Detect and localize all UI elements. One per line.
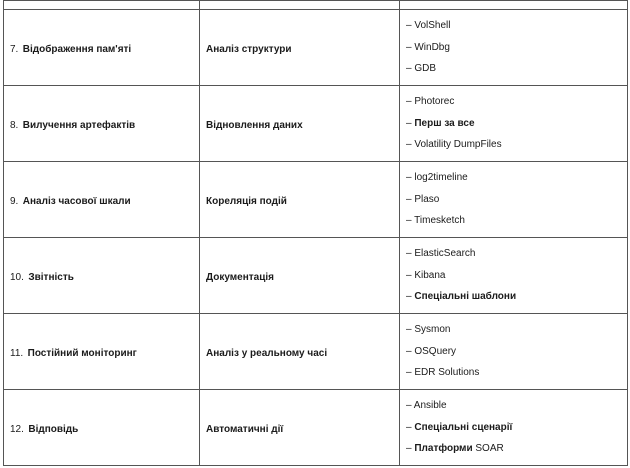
dash-bullet: – bbox=[406, 367, 412, 379]
tools-cell bbox=[400, 162, 628, 238]
tool-name: Спеціальні сценарії bbox=[414, 421, 513, 433]
dash-bullet: – bbox=[406, 345, 412, 357]
tool-name: Перш за все bbox=[414, 117, 475, 129]
stage-cell bbox=[4, 390, 200, 466]
dash-bullet: – bbox=[406, 117, 412, 129]
dash-bullet: – bbox=[406, 421, 412, 433]
stage-cell bbox=[4, 10, 200, 86]
purpose-cell bbox=[200, 238, 400, 314]
table-row-partial bbox=[4, 1, 628, 10]
table-cell-empty bbox=[4, 1, 200, 10]
tool-name: Timesketch bbox=[414, 215, 465, 227]
table-row bbox=[4, 86, 628, 162]
purpose-cell bbox=[200, 86, 400, 162]
tool-item bbox=[406, 417, 627, 439]
tool-item bbox=[406, 91, 627, 113]
tool-item bbox=[406, 362, 627, 384]
purpose-cell bbox=[200, 390, 400, 466]
tool-item bbox=[406, 113, 627, 135]
stage-number: 9. bbox=[10, 195, 19, 207]
tools-cell bbox=[400, 238, 628, 314]
tools-table bbox=[3, 0, 628, 466]
purpose-text: Аналіз структури bbox=[206, 43, 292, 55]
stage-cell bbox=[4, 162, 200, 238]
tool-item bbox=[406, 286, 627, 308]
purpose-text: Аналіз у реальному часі bbox=[206, 347, 328, 359]
tool-name: Plaso bbox=[414, 193, 440, 205]
stage-cell bbox=[4, 86, 200, 162]
stage-name: Відповідь bbox=[28, 423, 79, 435]
tool-name: WinDbg bbox=[414, 41, 450, 53]
tool-name: EDR Solutions bbox=[414, 367, 480, 379]
stage-name: Відображення пам'яті bbox=[22, 43, 132, 55]
tool-item bbox=[406, 189, 627, 211]
purpose-cell bbox=[200, 314, 400, 390]
dash-bullet: – bbox=[406, 96, 412, 108]
tool-name: VolShell bbox=[414, 20, 451, 32]
table-cell-empty bbox=[200, 1, 400, 10]
dash-bullet: – bbox=[406, 63, 412, 75]
tools-cell bbox=[400, 314, 628, 390]
stage-number: 8. bbox=[10, 119, 19, 131]
tool-item bbox=[406, 341, 627, 363]
stage-number: 12. bbox=[10, 423, 24, 435]
tools-list bbox=[406, 167, 627, 232]
tool-name: Ansible bbox=[413, 400, 447, 412]
table-row bbox=[4, 238, 628, 314]
dash-bullet: – bbox=[406, 400, 412, 412]
tool-name: Photorec bbox=[414, 96, 455, 108]
table-cell-empty bbox=[400, 1, 628, 10]
tool-item bbox=[406, 438, 627, 460]
tool-name: GDB bbox=[414, 63, 437, 75]
purpose-cell bbox=[200, 162, 400, 238]
tools-list bbox=[406, 91, 627, 156]
stage-name: Постійний моніторинг bbox=[27, 347, 137, 359]
purpose-text: Відновлення даних bbox=[206, 119, 303, 131]
tool-item bbox=[406, 167, 627, 189]
tools-list bbox=[406, 243, 627, 308]
tools-list bbox=[406, 395, 627, 460]
tool-name: Sysmon bbox=[414, 324, 451, 336]
stage-number: 11. bbox=[10, 347, 24, 359]
table-row bbox=[4, 162, 628, 238]
tool-item bbox=[406, 210, 627, 232]
purpose-text: Автоматичні дії bbox=[206, 423, 284, 435]
dash-bullet: – bbox=[406, 443, 412, 455]
tool-item bbox=[406, 395, 627, 417]
tool-item bbox=[406, 134, 627, 156]
tool-item bbox=[406, 58, 627, 80]
table-row bbox=[4, 10, 628, 86]
dash-bullet: – bbox=[406, 41, 412, 53]
tool-name: Спеціальні шаблони bbox=[414, 291, 517, 303]
tool-item bbox=[406, 319, 627, 341]
tool-name-suffix: SOAR bbox=[475, 443, 504, 455]
tools-cell bbox=[400, 86, 628, 162]
tool-name: log2timeline bbox=[414, 172, 468, 184]
purpose-text: Документація bbox=[206, 271, 275, 283]
tool-item bbox=[406, 15, 627, 37]
stage-number: 7. bbox=[10, 43, 19, 55]
stage-cell bbox=[4, 314, 200, 390]
tool-name: Kibana bbox=[414, 269, 446, 281]
purpose-text: Кореляція подій bbox=[206, 195, 287, 207]
tools-cell bbox=[400, 390, 628, 466]
tool-item bbox=[406, 243, 627, 265]
dash-bullet: – bbox=[406, 193, 412, 205]
table-row bbox=[4, 314, 628, 390]
tool-name: ElasticSearch bbox=[414, 248, 476, 260]
tool-item bbox=[406, 265, 627, 287]
tool-name: Volatility DumpFiles bbox=[414, 139, 502, 151]
dash-bullet: – bbox=[406, 291, 412, 303]
tool-name: OSQuery bbox=[414, 345, 457, 357]
table-body bbox=[4, 1, 628, 466]
tool-name: Платформи bbox=[414, 443, 473, 455]
stage-name: Аналіз часової шкали bbox=[22, 195, 131, 207]
tools-list bbox=[406, 15, 627, 80]
stage-cell bbox=[4, 238, 200, 314]
dash-bullet: – bbox=[406, 248, 412, 260]
dash-bullet: – bbox=[406, 215, 412, 227]
purpose-cell bbox=[200, 10, 400, 86]
table-row bbox=[4, 390, 628, 466]
tools-list bbox=[406, 319, 627, 384]
dash-bullet: – bbox=[406, 139, 412, 151]
stage-name: Звітність bbox=[28, 271, 74, 283]
tool-item bbox=[406, 37, 627, 59]
dash-bullet: – bbox=[406, 324, 412, 336]
stage-name: Вилучення артефактів bbox=[22, 119, 136, 131]
tools-cell bbox=[400, 10, 628, 86]
dash-bullet: – bbox=[406, 269, 412, 281]
dash-bullet: – bbox=[406, 20, 412, 32]
stage-number: 10. bbox=[10, 271, 24, 283]
dash-bullet: – bbox=[406, 172, 412, 184]
